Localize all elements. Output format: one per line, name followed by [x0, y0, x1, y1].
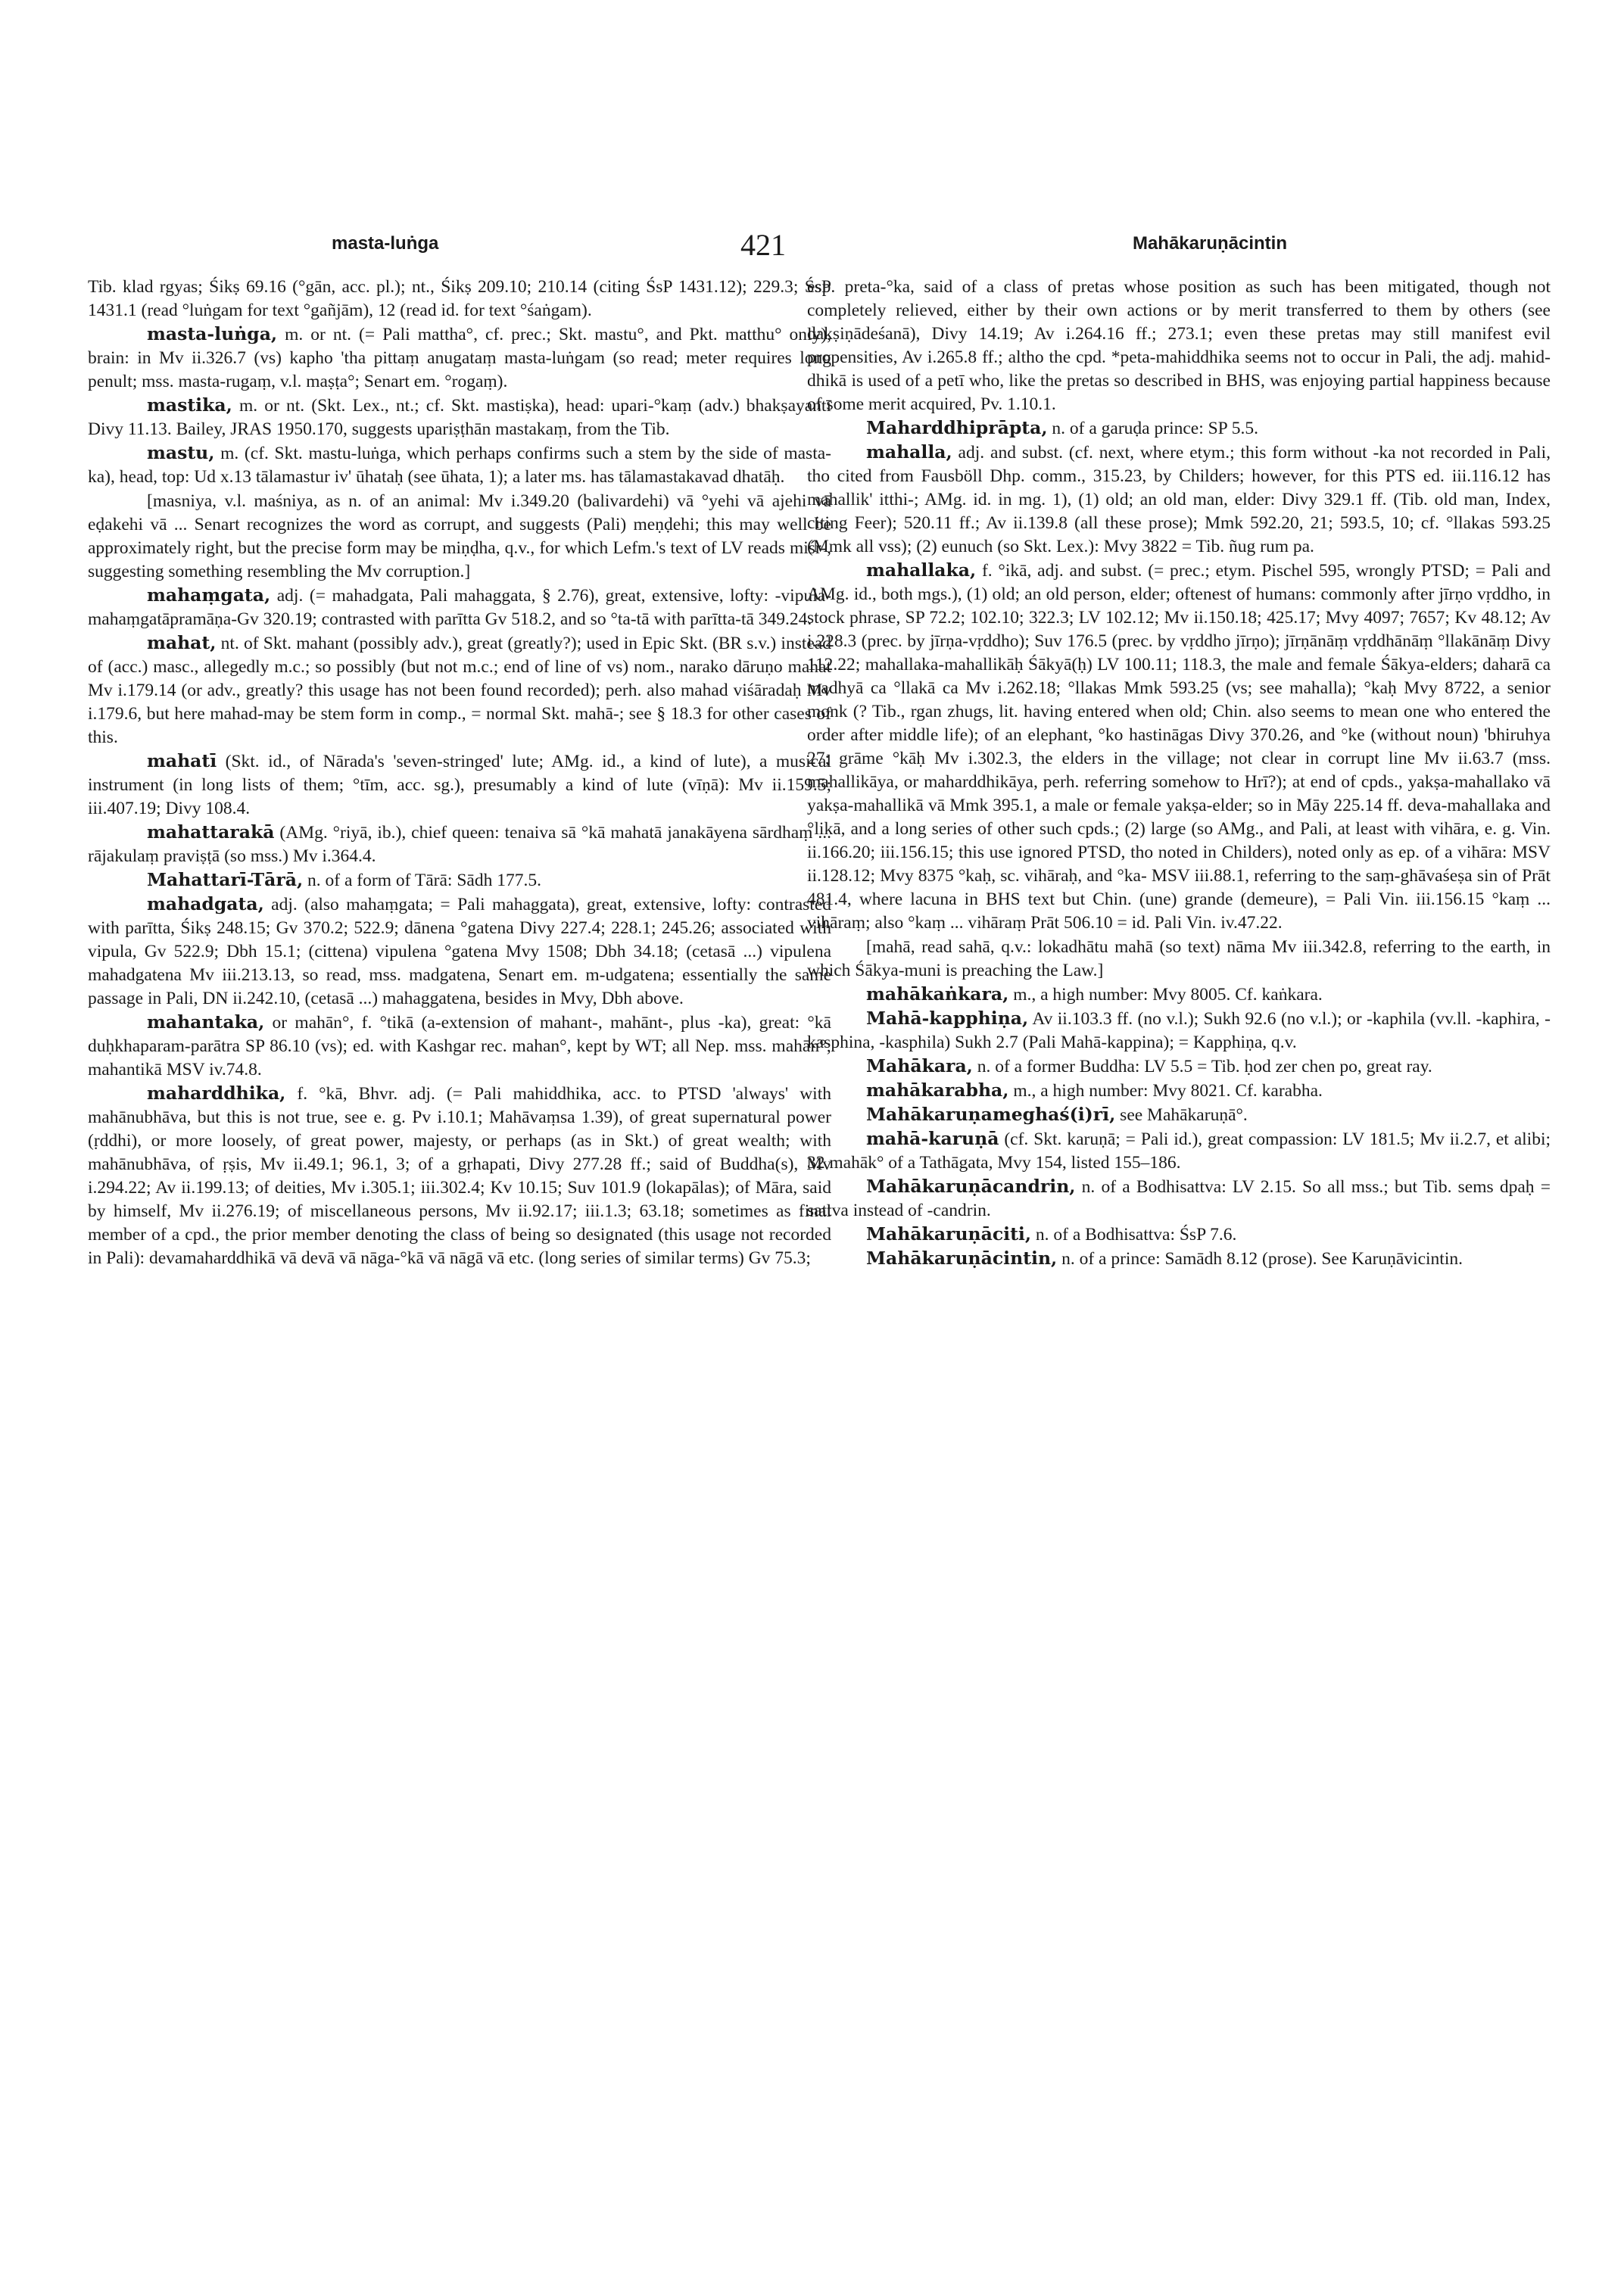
- entry-text: Av ii.103.3 ff. (no v.l.); Sukh 92.6 (no v.l.); or -kaphila (vv.ll. -kaphira, -kasphina, -kasphila) Sukh 2.7 (Pali Mahā-kappina); = Kapphiṇa, q.v.: [807, 1009, 1551, 1052]
- entry-paragraph: [88, 1011, 831, 1082]
- entry-paragraph: [88, 489, 831, 584]
- entry-paragraph: [807, 1223, 1551, 1247]
- entry-headword: mahantaka,: [147, 1011, 265, 1033]
- entry-paragraph: [88, 868, 831, 893]
- page-number: 421: [740, 228, 786, 262]
- entry-headword: mahā-karuṇā: [866, 1128, 999, 1149]
- entry-headword: mahaṃgata,: [147, 584, 271, 606]
- entry-paragraph: [88, 276, 831, 322]
- entry-text: (Skt. id., of Nārada's 'seven-stringed' lute; AMg. id., a kind of lute), a musical instrument (in long lists of them; °tīm, acc. sg.), presumably a kind of lute (vīṇā): Mv ii.159.5; iii.407.19; Divy 108.4.: [88, 752, 831, 818]
- entry-text: n. of a Bodhisattva: LV 2.15. So all mss.; but Tib. sems dpaḥ = sattva instead of -candrin.: [807, 1177, 1551, 1220]
- entry-paragraph: [88, 584, 831, 631]
- entry-text: f. °ikā, adj. and subst. (= prec.; etym. Pischel 595, wrongly PTSD; = Pali and AMg. id., both mgs.), (1) old; an old person, elder; oftenest of humans: commonly after jīrṇo vṛddho, in stock phrase, SP 72.2; 102.10; 322.3; LV 102.12; Mv ii.150.18; 425.17; Mvy 4097; 7657; Kv 48.12; Av i.228.3 (prec. by jīrṇa-vṛddho); Suv 176.5 (prec. by vṛddho jīrṇo); jīrṇānāṃ vṛddhānāṃ °llakānāṃ Divy 112.22; mahallaka-mahallikāḥ Śākyā(ḥ) LV 100.11; 118.3, the male and female Śākya-elders; daharā ca madhyā ca °llakā ca Mv i.262.18; °llakas Mmk 593.25 (vs; see mahalla); °kaḥ Mvy 8722, a senior monk (? Tib., rgan zhugs, lit. having entered when old; Chin. also seems to mean one who entered the order after middle life); of an elephant, °ko hastināgas Divy 370.26, and °ke (without noun) 'bhiruhya 27; grāme °kāḥ Mv i.302.3, the elders in the village; not clear in corrupt line Mv ii.63.7 (mss. mahallikāya, or maharddhikāya, perh. referring somehow to Hrī?); at end of cpds., yakṣa-mahallako vā yakṣa-mahallikā vā Mmk 395.1, a male or female yakṣa-elder; so in Māy 225.14 ff. deva-mahallaka and °likā, and a long series of other such cpds.; (2) large (so AMg., and Pali, at least with vihāra, e. g. Vin. ii.166.20; iii.156.15; this use ignored PTSD, tho noted in Childers), noted only as ep. of a vihāra: MSV ii.128.12; Mvy 8375 °kaḥ, sc. vihāraḥ, and °ka- MSV iii.88.1, referring to the saṃ-ghāvaśeṣa sin of Prāt 481.4, where lacuna in BHS text but Chin. (une) grande (demeure), = Pali Vin. iii.156.15 °kaṃ ... vihāraṃ; also °kaṃ ... vihāraṃ Prāt 506.10 = id. Pali Vin. iv.47.22.: [807, 561, 1551, 933]
- entry-headword: Mahākara,: [866, 1055, 973, 1076]
- entry-headword: mahalla,: [866, 441, 952, 463]
- entry-headword: mahattarakā: [147, 821, 275, 843]
- entry-headword: mahadgata,: [147, 893, 264, 914]
- entry-paragraph: [88, 631, 831, 749]
- header-first-entry: masta-luṅga: [332, 233, 439, 254]
- entry-paragraph: [807, 1079, 1551, 1103]
- entry-headword: mahallaka,: [866, 559, 977, 581]
- entry-paragraph: [807, 935, 1551, 983]
- entry-text: m., a high number: Mvy 8021. Cf. karabha.: [1008, 1081, 1323, 1101]
- left-column: [88, 276, 831, 1270]
- entry-text: [mahā, read sahā, q.v.: lokadhātu mahā (so text) nāma Mv iii.342.8, referring to the earth, in which Śākya-muni is preaching the Law.]: [807, 937, 1551, 980]
- entry-paragraph: [807, 441, 1551, 559]
- entry-paragraph: [88, 394, 831, 441]
- entry-text: n. of a prince: Samādh 8.12 (prose). See Karuṇāvicintin.: [1057, 1249, 1463, 1269]
- entry-text: m. or nt. (Skt. Lex., nt.; cf. Skt. mastiṣka), head: upari-°kaṃ (adv.) bhakṣayantī Divy 11.13. Bailey, JRAS 1950.170, suggests upariṣṭhān mastakaṃ, from the Tib.: [88, 396, 831, 439]
- entry-text: adj. and subst. (cf. next, where etym.; this form without -ka not recorded in Pali, tho cited from Fausböll Dhp. comm., 315.23, by Childers; however, for this PTS ed. iii.116.12 has mahallik' itthi-; AMg. id. in mg. 1), (1) old; an old man, elder: Divy 329.1 ff. (Tib. old man, Index, citing Feer); 520.11 ff.; Av ii.139.8 (all these prose); Mmk 592.20, 21; 593.5, 10; cf. °llakas 593.25 (Mmk all vss); (2) eunuch (so Skt. Lex.): Mvy 3822 = Tib. ñug rum pa.: [807, 443, 1551, 556]
- entry-headword: Mahattarī-Tārā,: [147, 869, 304, 890]
- entry-headword: Mahākaruṇameghaś(i)rī,: [866, 1104, 1116, 1125]
- entry-headword: maharddhika,: [147, 1083, 286, 1104]
- entry-text: m., a high number: Mvy 8005. Cf. kaṅkara.: [1008, 985, 1323, 1005]
- entry-headword: Mahākaruṇāciti,: [866, 1223, 1032, 1245]
- entry-text: m. or nt. (= Pali mattha°, cf. prec.; Skt. mastu°, and Pkt. matthu° only), brain: in Mv ii.326.7 (vs) kapho 'tha pittaṃ anugataṃ masta-luṅgam (so read; meter requires long penult; mss. masta-rugaṃ, v.l. maṣṭa°; Senart em. °rogaṃ).: [88, 325, 831, 391]
- entry-text: adj. (also mahaṃgata; = Pali mahaggata), great, extensive, lofty: contrasted with parītta, Śikṣ 248.15; Gv 370.2; 522.9; dānena °gatena Divy 227.4; 228.1; 245.26; associated with vipula, Gv 522.9; Dbh 15.1; (cittena) vipulena °gatena Mvy 1508; Dbh 34.18; (cetasā ...) vipulena mahadgatena Mv iii.213.13, so read, mss. madgatena, Senart em. m-udgatena; essentially the same passage in Pali, DN ii.242.10, (cetasā ...) mahaggatena, besides in Mvy, Dbh above.: [88, 895, 831, 1008]
- entry-headword: Mahā-kapphiṇa,: [866, 1008, 1029, 1029]
- entry-paragraph: [88, 749, 831, 821]
- entry-paragraph: [807, 1247, 1551, 1271]
- entry-headword: mahat,: [147, 632, 217, 653]
- entry-paragraph: [807, 276, 1551, 416]
- entry-text: Tib. klad rgyas; Śikṣ 69.16 (°gān, acc. pl.); nt., Śikṣ 209.10; 210.14 (citing ŚsP 1431.12); 229.3; ŚsP 1431.1 (read °luṅgam for text °gañjām), 12 (read id. for text °śaṅgam).: [88, 277, 831, 320]
- entry-paragraph: [88, 441, 831, 489]
- entry-text: esp. preta-°ka, said of a class of pretas whose position as such has been mitigated, though not completely relieved, either by their own actions or by merit transferred to them by others (see dakṣiṇādeśanā), Divy 14.19; Av i.264.16 ff.; 273.1; even these pretas may still manifest evil propensities, Av i.265.8 ff.; altho the cpd. *peta-mahiddhika seems not to occur in Pali, the adj. mahid-dhikā is used of a petī who, like the pretas so described in BHS, was enjoying partial happiness because of some merit acquired, Pv. 1.10.1.: [807, 277, 1551, 414]
- entry-paragraph: [807, 1127, 1551, 1175]
- entry-headword: Maharddhiprāpta,: [866, 417, 1048, 438]
- entry-paragraph: [88, 821, 831, 868]
- entry-paragraph: [807, 1175, 1551, 1223]
- right-column: [807, 276, 1551, 1271]
- entry-text: [masniya, v.l. maśniya, as n. of an animal: Mv i.349.20 (balivardehi) vā °yehi vā ajehi vā eḍakehi vā ... Senart recognizes the word as corrupt, and suggests (Pali) meṇḍehi; this may well be approximately right, but the precise form may be miṇḍha, q.v., for which Lefm.'s text of LV reads miśr-, suggesting something resembling the Mv corruption.]: [88, 491, 831, 581]
- entry-headword: mastu,: [147, 442, 215, 463]
- header-last-entry: Mahākaruṇācintin: [1132, 233, 1287, 254]
- entry-headword: Mahākaruṇācintin,: [866, 1248, 1058, 1269]
- entry-text: or mahān°, f. °tikā (a-extension of mahant-, mahānt-, plus -ka), great: °kā duḥkhaparam-parātra SP 86.10 (vs); ed. with Kashgar rec. mahan°, kept by WT; all Nep. mss. mahān°; mahantikā MSV iv.74.8.: [88, 1013, 831, 1080]
- entry-text: (AMg. °riyā, ib.), chief queen: tenaiva sā °kā mahatā janakāyena sārdhaṃ ... rājakulaṃ praviṣṭā (so mss.) Mv i.364.4.: [88, 823, 831, 866]
- entry-paragraph: [807, 416, 1551, 441]
- entry-text: n. of a former Buddha: LV 5.5 = Tib. ḥod zer chen po, great ray.: [972, 1057, 1432, 1076]
- entry-text: n. of a garuḍa prince: SP 5.5.: [1047, 419, 1259, 438]
- entry-headword: mahākaṅkara,: [866, 983, 1009, 1005]
- entry-headword: mahākarabha,: [866, 1080, 1009, 1101]
- entry-text: see Mahākaruṇā°.: [1115, 1105, 1248, 1125]
- entry-text: nt. of Skt. mahant (possibly adv.), great (greatly?); used in Epic Skt. (BR s.v.) instead of (acc.) masc., allegedly m.c.; so possibly (but not m.c.; end of line of vs) nom., narako dāruṇo mahat Mv i.179.14 (or adv., greatly? this usage has not been found recorded); perh. also mahad viśāradaḥ Mv i.179.6, but here mahad-may be stem form in comp., = normal Skt. mahā-; see § 18.3 for other cases of this.: [88, 634, 831, 747]
- entry-headword: mahatī: [147, 750, 217, 771]
- entry-headword: Mahākaruṇācandrin,: [866, 1176, 1076, 1197]
- entry-paragraph: [88, 893, 831, 1011]
- entry-headword: masta-luṅga,: [147, 323, 278, 344]
- entry-text: n. of a Bodhisattva: ŚsP 7.6.: [1031, 1225, 1237, 1245]
- entry-paragraph: [807, 983, 1551, 1007]
- entry-headword: mastika,: [147, 394, 232, 416]
- entry-text: adj. (= mahadgata, Pali mahaggata, § 2.76), great, extensive, lofty: -vipula-mahaṃgatāpramāṇa-Gv 320.19; contrasted with parītta Gv 518.2, and so °ta-tā with parītta-tā 349.24.: [88, 586, 831, 629]
- entry-text: (cf. Skt. karuṇā; = Pali id.), great compassion: LV 181.5; Mv ii.2.7, et alibi; 32 mahāk° of a Tathāgata, Mvy 154, listed 155–186.: [807, 1129, 1551, 1173]
- entry-text: f. °kā, Bhvr. adj. (= Pali mahiddhika, acc. to PTSD 'always' with mahānubhāva, but this is not true, see e. g. Pv i.10.1; Mahāvaṃsa 1.39), of great supernatural power (ṛddhi), or more loosely, of great power, majesty, or perhaps (as in Skt.) of great wealth; with mahānubhāva, of ṛṣis, Mv ii.49.1; 96.1, 3; of a gṛhapati, Divy 277.28 ff.; said of Buddha(s), Mv i.294.22; Av ii.199.13; of deities, Mv i.305.1; iii.302.4; Kv 10.15; Suv 101.9 (lokapālas); of Māra, said by himself, Mv ii.276.19; of miscellaneous persons, Mv ii.92.17; iii.1.3; 63.18; sometimes as final member of a cpd., the prior member denoting the class of being so designated (this usage not recorded in Pali): devamaharddhikā vā devā vā nāga-°kā vā nāgā vā etc. (long series of similar terms) Gv 75.3;: [88, 1084, 831, 1268]
- entry-paragraph: [88, 322, 831, 394]
- entry-text: m. (cf. Skt. mastu-luṅga, which perhaps confirms such a stem by the side of masta-ka), head, top: Ud x.13 tālamastur iv' ūhataḥ (see ūhata, 1); a later ms. has tālamastakavad dhatāḥ.: [88, 444, 831, 487]
- entry-paragraph: [807, 559, 1551, 935]
- running-header: [332, 227, 1287, 273]
- entry-paragraph: [807, 1007, 1551, 1055]
- entry-paragraph: [807, 1055, 1551, 1079]
- entry-paragraph: [88, 1082, 831, 1270]
- entry-paragraph: [807, 1103, 1551, 1127]
- entry-text: n. of a form of Tārā: Sādh 177.5.: [303, 871, 541, 890]
